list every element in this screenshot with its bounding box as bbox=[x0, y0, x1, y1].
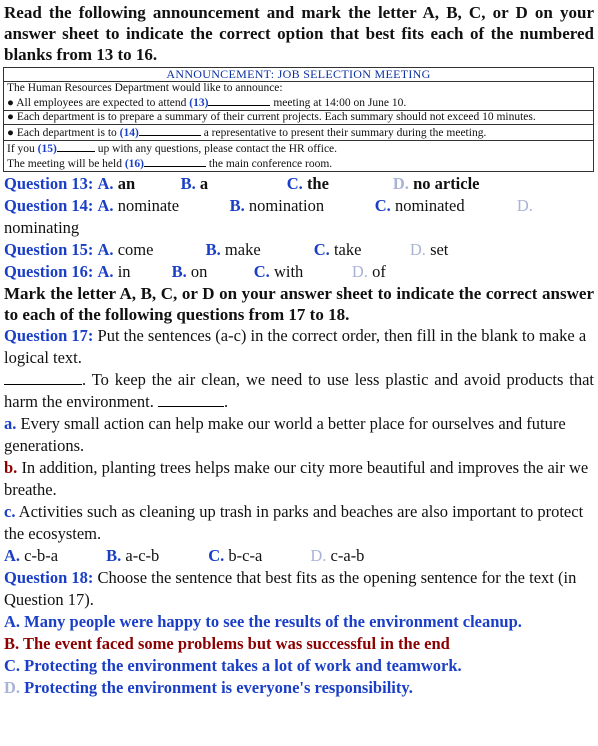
blank-16[interactable] bbox=[144, 156, 206, 167]
q15-option-a[interactable]: A. come bbox=[97, 240, 154, 259]
announcement-line-16: The meeting will be held (16) the main conference room. bbox=[7, 158, 333, 170]
question-15-label: Question 15: bbox=[4, 240, 94, 259]
q17-option-a[interactable]: A. c-b-a bbox=[4, 546, 59, 565]
blank-17-start[interactable] bbox=[4, 371, 82, 385]
question-14-label: Question 14: bbox=[4, 196, 94, 215]
blank-number-16: (16) bbox=[124, 158, 145, 170]
blank-number-13: (13) bbox=[189, 97, 209, 109]
blank-number-14: (14) bbox=[119, 127, 139, 139]
q15-option-c[interactable]: C. take bbox=[313, 240, 362, 259]
announcement-title: ANNOUNCEMENT: JOB SELECTION MEETING bbox=[166, 67, 431, 81]
announcement-intro: The Human Resources Department would like to announce: bbox=[4, 81, 593, 95]
q18-option-d[interactable]: D. Protecting the environment is everyone's responsibility. bbox=[4, 678, 413, 697]
announcement-box bbox=[3, 67, 594, 172]
q18-option-a[interactable]: A. Many people were happy to see the results of the environment cleanup. bbox=[4, 612, 522, 631]
q18-option-c[interactable]: C. Protecting the environment takes a lot of work and teamwork. bbox=[4, 656, 462, 675]
q14-option-d[interactable]: D. nominating bbox=[4, 196, 533, 237]
q16-option-d[interactable]: D. of bbox=[351, 262, 386, 281]
instruction-17-18: Mark the letter A, B, C, or D on your answer sheet to indicate the correct answer to each of the following questions from 17 to 18. bbox=[4, 284, 594, 324]
announcement-bullet-summary: ● Each department is to prepare a summary of their current projects. Each summary should not exceed 10 minutes. bbox=[4, 110, 593, 124]
question-15 bbox=[4, 239, 594, 261]
q15-option-b[interactable]: B. make bbox=[205, 240, 261, 259]
blank-13[interactable] bbox=[208, 95, 270, 106]
q18-option-b[interactable]: B. The event faced some problems but was successful in the end bbox=[4, 634, 450, 653]
question-18-label: Question 18: bbox=[4, 568, 94, 587]
q13-option-c[interactable]: C. the bbox=[286, 174, 329, 193]
instruction-13-16: Read the following announcement and mark the letter A, B, C, or D on your answer sheet to indicate the correct option that best fits each of the numbered blanks from 13 to 16. bbox=[4, 3, 594, 64]
question-17-text: . To keep the air clean, we need to use less plastic and avoid products that harm the environment. . bbox=[4, 370, 594, 411]
question-17-prompt: Question 17: Put the sentences (a-c) in the correct order, then fill in the blank to make a logical text. bbox=[4, 326, 587, 367]
question-14 bbox=[4, 195, 594, 239]
question-17-options bbox=[4, 545, 594, 567]
blank-number-15: (15) bbox=[37, 143, 57, 155]
announcement-bullet-14: ● Each department is to (14) a representative to present their summary during the meeting. bbox=[4, 124, 593, 140]
question-13 bbox=[4, 173, 594, 195]
blank-15[interactable] bbox=[57, 141, 95, 152]
question-17-label: Question 17: bbox=[4, 326, 94, 345]
q16-option-c[interactable]: C. with bbox=[253, 262, 304, 281]
q13-option-d[interactable]: D. no article bbox=[392, 174, 480, 193]
question-16 bbox=[4, 261, 594, 283]
q15-option-d[interactable]: D. set bbox=[409, 240, 449, 259]
q16-option-b[interactable]: B. on bbox=[171, 262, 208, 281]
q17-sentence-c: c. Activities such as cleaning up trash in parks and beaches are also important to protect the ecosystem. bbox=[4, 502, 584, 543]
q16-option-a[interactable]: A. in bbox=[97, 262, 131, 281]
q14-option-b[interactable]: B. nomination bbox=[229, 196, 325, 215]
announcement-line-15: If you (15) up with any questions, please contact the HR office. bbox=[4, 140, 593, 156]
blank-17-end[interactable] bbox=[158, 393, 224, 407]
q17-sentence-b: b. In addition, planting trees helps make our city more beautiful and improves the air we breathe. bbox=[4, 458, 589, 499]
q13-option-a[interactable]: A. an bbox=[97, 174, 136, 193]
q17-option-b[interactable]: B. a-c-b bbox=[106, 546, 160, 565]
q17-option-c[interactable]: C. b-c-a bbox=[208, 546, 263, 565]
q14-option-c[interactable]: C. nominated bbox=[374, 196, 465, 215]
q17-option-d[interactable]: D. c-a-b bbox=[310, 546, 365, 565]
question-13-label: Question 13: bbox=[4, 174, 94, 193]
q17-sentence-a: a. Every small action can help make our world a better place for ourselves and future generations. bbox=[4, 414, 566, 455]
question-16-label: Question 16: bbox=[4, 262, 94, 281]
blank-14[interactable] bbox=[139, 125, 201, 136]
q13-option-b[interactable]: B. a bbox=[180, 174, 209, 193]
q14-option-a[interactable]: A. nominate bbox=[97, 196, 180, 215]
question-18-prompt: Question 18: Choose the sentence that best fits as the opening sentence for the text (in Question 17). bbox=[4, 568, 577, 609]
announcement-bullet-13: ● All employees are expected to attend (13) meeting at 14:00 on June 10. bbox=[7, 97, 407, 109]
